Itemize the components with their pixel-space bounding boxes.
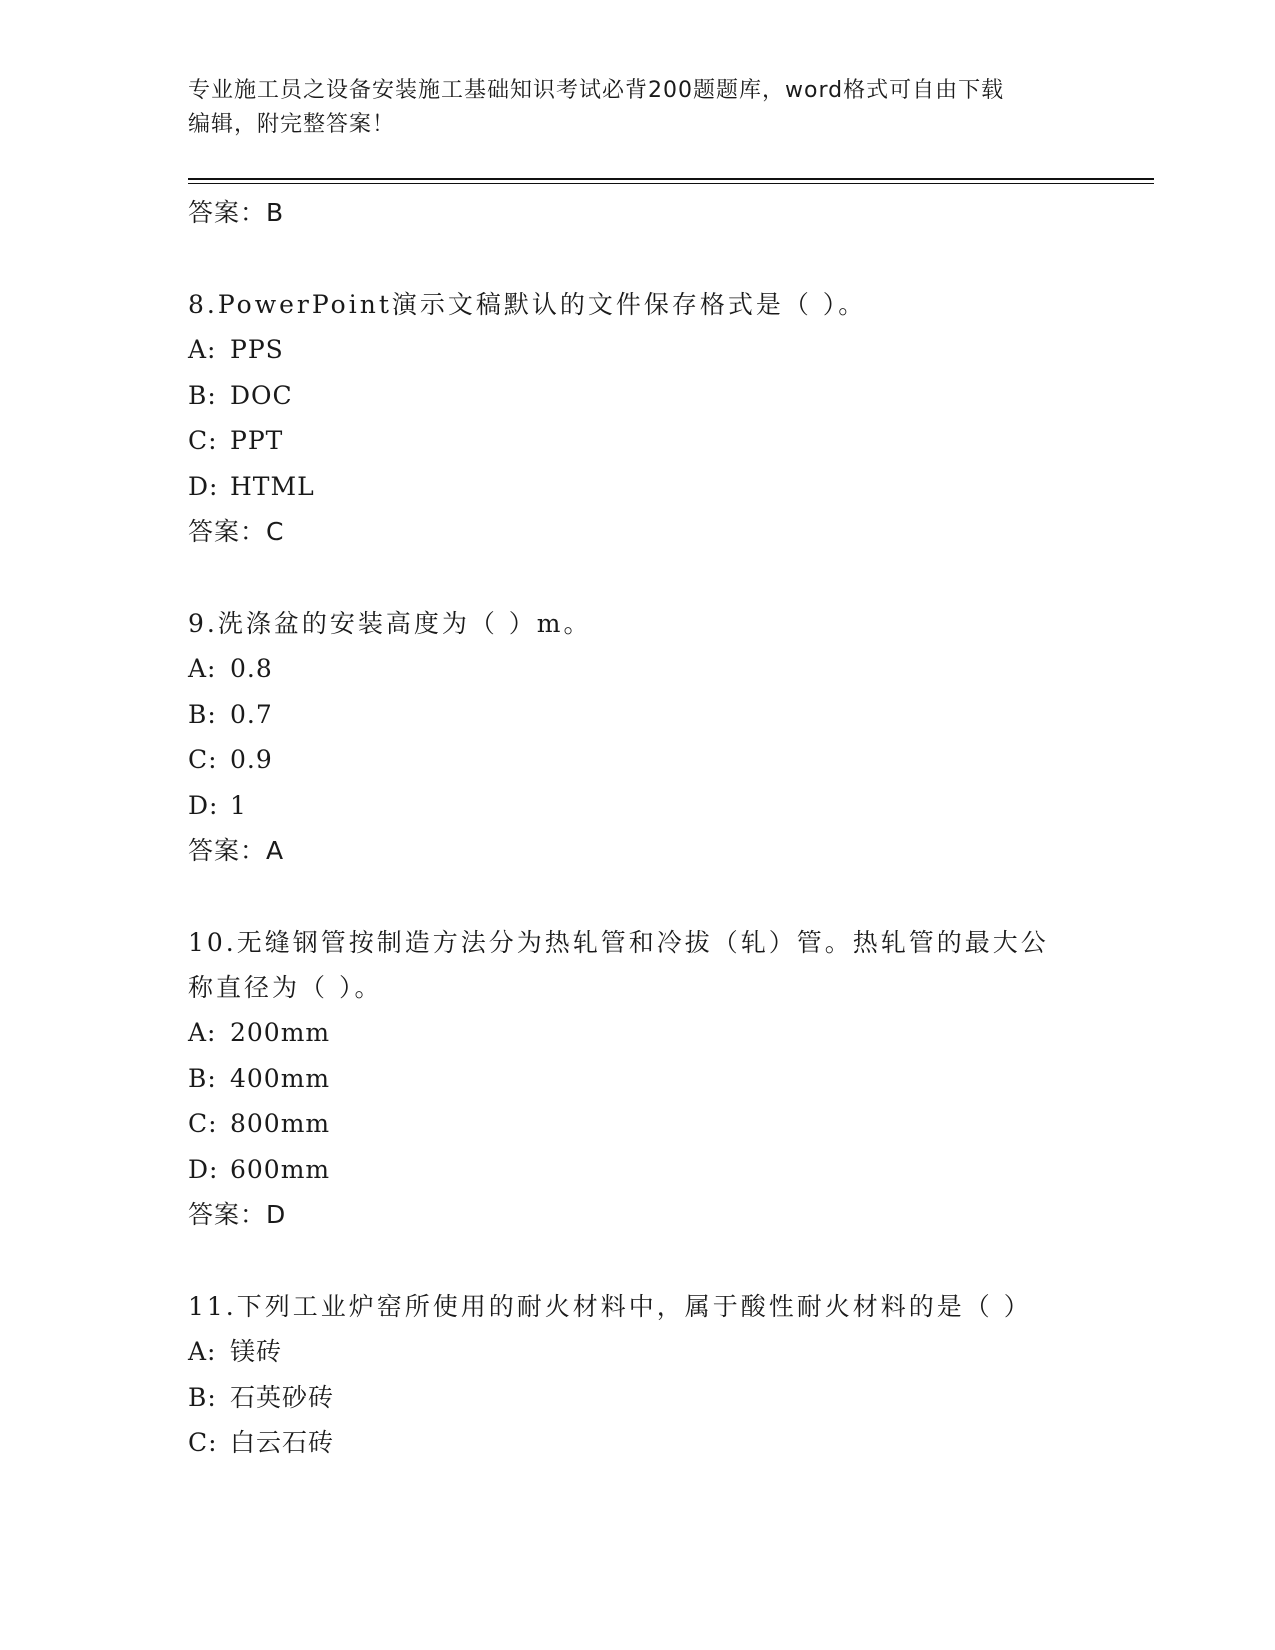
option-text: 0.9 (230, 745, 273, 774)
answer-line: 答案：B (188, 198, 285, 227)
question-block (188, 1284, 1088, 1466)
question-block (188, 920, 1088, 1237)
option-c (188, 1101, 1088, 1147)
option-text: 600mm (230, 1154, 331, 1184)
option-c (188, 1420, 1088, 1466)
option-d (188, 464, 1088, 510)
option-text: PPT (230, 426, 284, 455)
option-b (188, 692, 1088, 738)
question-list (188, 190, 1088, 1466)
option-letter: D: (188, 1154, 219, 1184)
option-d (188, 783, 1088, 829)
option-b (188, 1056, 1088, 1102)
option-letter: B: (188, 699, 217, 729)
option-text: DOC (230, 380, 293, 410)
question-text: 11.下列工业炉窑所使用的耐火材料中，属于酸性耐火材料的是（ ） (188, 1292, 1032, 1321)
option-a (188, 646, 1088, 692)
option-a (188, 327, 1088, 373)
option-letter: B: (188, 1063, 217, 1093)
option-text: 石英砂砖 (230, 1382, 335, 1412)
option-letter: C: (188, 1428, 218, 1457)
document-header (188, 74, 1068, 142)
option-text: HTML (230, 471, 315, 501)
option-letter: A: (188, 654, 217, 683)
option-letter: B: (188, 1382, 217, 1412)
option-d (188, 1147, 1088, 1193)
option-c (188, 418, 1088, 464)
header-divider-thick (188, 178, 1154, 180)
option-letter: A: (188, 335, 217, 364)
option-letter: A: (188, 1337, 217, 1366)
question-block (188, 282, 1088, 554)
option-text: 镁砖 (230, 1337, 283, 1366)
question-text: 10.无缝钢管按制造方法分为热轧管和冷拔（轧）管。热轧管的最大公称直径为（ ）。 (188, 928, 1049, 1002)
option-b (188, 373, 1088, 419)
option-letter: D: (188, 471, 219, 501)
option-text: 800mm (230, 1109, 331, 1138)
option-letter: C: (188, 1109, 218, 1138)
question-text: 8.PowerPoint演示文稿默认的文件保存格式是（ ）。 (188, 290, 867, 319)
option-a (188, 1010, 1088, 1056)
answer-line: 答案：C (188, 517, 285, 546)
option-letter: B: (188, 380, 217, 410)
option-text: 400mm (230, 1063, 331, 1093)
question-text: 9.洗涤盆的安装高度为（ ）m。 (188, 609, 592, 638)
option-text: PPS (230, 335, 284, 364)
header-title-line-2: 编辑，附完整答案！ (188, 112, 396, 137)
question-block (188, 601, 1088, 873)
answer-line: 答案：A (188, 836, 285, 865)
answer-line: 答案：D (188, 1200, 287, 1229)
option-text: 白云石砖 (230, 1428, 335, 1457)
option-b (188, 1375, 1088, 1421)
header-divider-thin (188, 183, 1154, 184)
option-letter: A: (188, 1018, 217, 1047)
header-title-line-1: 专业施工员之设备安装施工基础知识考试必背200题题库，word格式可自由下载 (188, 78, 1005, 103)
option-c (188, 737, 1088, 783)
option-text: 1 (230, 790, 247, 820)
option-text: 200mm (230, 1018, 331, 1047)
option-a (188, 1329, 1088, 1375)
option-letter: C: (188, 745, 218, 774)
option-text: 0.7 (230, 699, 273, 729)
option-text: 0.8 (230, 654, 273, 683)
option-letter: C: (188, 426, 218, 455)
option-letter: D: (188, 790, 219, 820)
